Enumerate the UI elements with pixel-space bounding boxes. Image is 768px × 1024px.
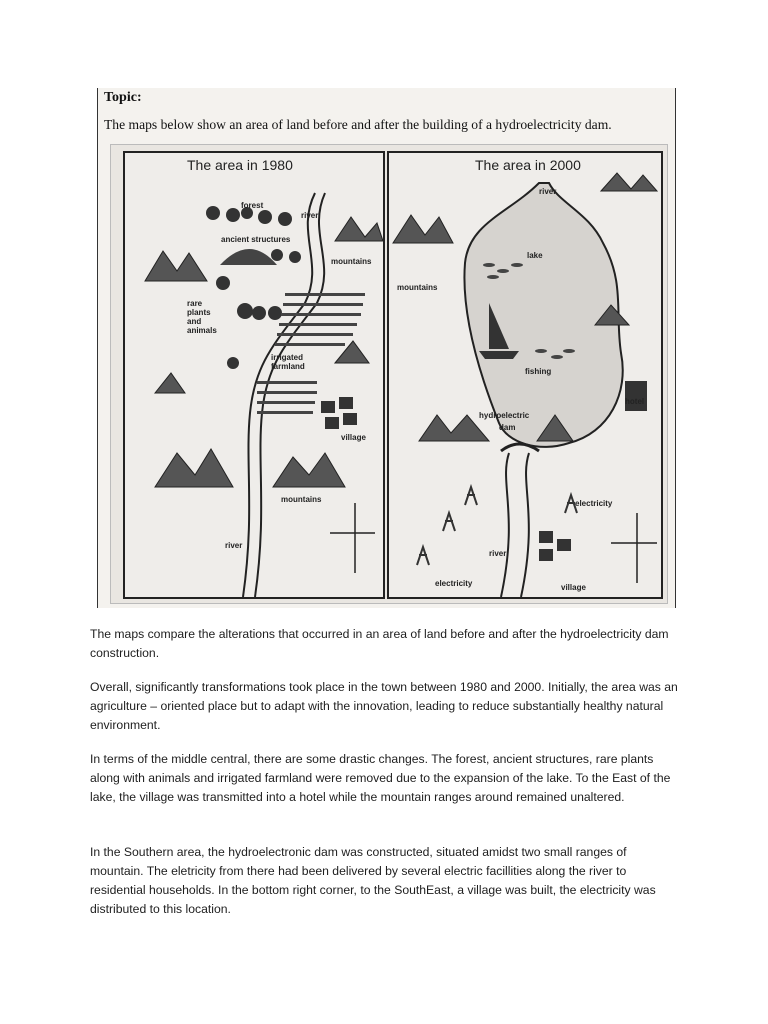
map-1980-title: The area in 1980 [187, 157, 293, 173]
label-dam: dam [499, 423, 516, 432]
map-2000 [387, 151, 663, 599]
label-river-bottom-1980: river [225, 541, 243, 550]
label-forest: forest [241, 201, 264, 210]
maps-frame [110, 144, 668, 604]
topic-heading: Topic: [104, 90, 142, 105]
scanned-figure [97, 88, 676, 608]
label-plants: plants [187, 308, 211, 317]
label-hotel: hotel [625, 397, 645, 406]
label-electricity-bottom: electricity [435, 579, 473, 588]
village-2000 [539, 531, 571, 561]
paragraph-1: The maps compare the alterations that occurred in an area of land before and after the hydroelectricity dam construction. [90, 627, 669, 660]
label-rare: rare [187, 299, 203, 308]
label-fishing: fishing [525, 367, 552, 376]
map-1980 [123, 151, 385, 599]
village-1980 [321, 397, 357, 429]
label-and: and [187, 317, 202, 326]
label-mountains-right-1980: mountains [331, 257, 372, 266]
map-2000-title: The area in 2000 [475, 157, 581, 173]
label-ancient: ancient structures [221, 235, 291, 244]
lake [464, 183, 622, 447]
label-lake: lake [527, 251, 543, 260]
label-mountains-2000: mountains [397, 283, 438, 292]
label-village-2000: village [561, 583, 586, 592]
compass-1980 [330, 503, 375, 573]
label-hydroelectric: hydroelectric [479, 411, 530, 420]
ancient-structure [220, 249, 277, 265]
figure-caption: The maps below show an area of land before and after the building of a hydroelectricity dam. [104, 117, 612, 132]
map-1980-drawing [125, 153, 383, 597]
paragraph-3: In terms of the middle central, there are some drastic changes. The forest, ancient structures, rare plants along with animals and irrigated farmland were removed due to the expansion of the lake. To the East of the lake, the village was transmitted into a hotel while the mountain ranges around remained unaltered. [90, 752, 671, 804]
label-farmland: farmland [271, 362, 305, 371]
label-mountains-bottom-1980: mountains [281, 495, 322, 504]
river-1980-right-bank [255, 193, 325, 597]
label-electricity-right: electricity [575, 499, 613, 508]
label-animals: animals [187, 326, 217, 335]
river-2000-right-bank [521, 453, 529, 597]
hotel-building [625, 381, 647, 411]
river-2000-left-bank [501, 453, 509, 597]
label-irrigated: irrigated [271, 353, 304, 362]
label-village-1980: village [341, 433, 366, 442]
label-river-top-2000: river [539, 187, 557, 196]
paragraph-2: Overall, significantly transformations took place in the town between 1980 and 2000. Initially, the area was an agriculture – oriented place but to adapt with the innovation, leading to reduce substantially healthy natural environment. [90, 680, 678, 732]
label-river-top-1980: river [301, 211, 319, 220]
paragraph-4: In the Southern area, the hydroelectronic dam was constructed, situated amidst two small ranges of mountain. The eletricity from there had been delivered by several electric facillities along the river to residential households. In the bottom right corner, to the SouthEast, a village was built, the electricity was distributed to this location. [90, 845, 656, 916]
label-river-bottom-2000: river [489, 549, 507, 558]
compass-2000 [611, 513, 657, 583]
